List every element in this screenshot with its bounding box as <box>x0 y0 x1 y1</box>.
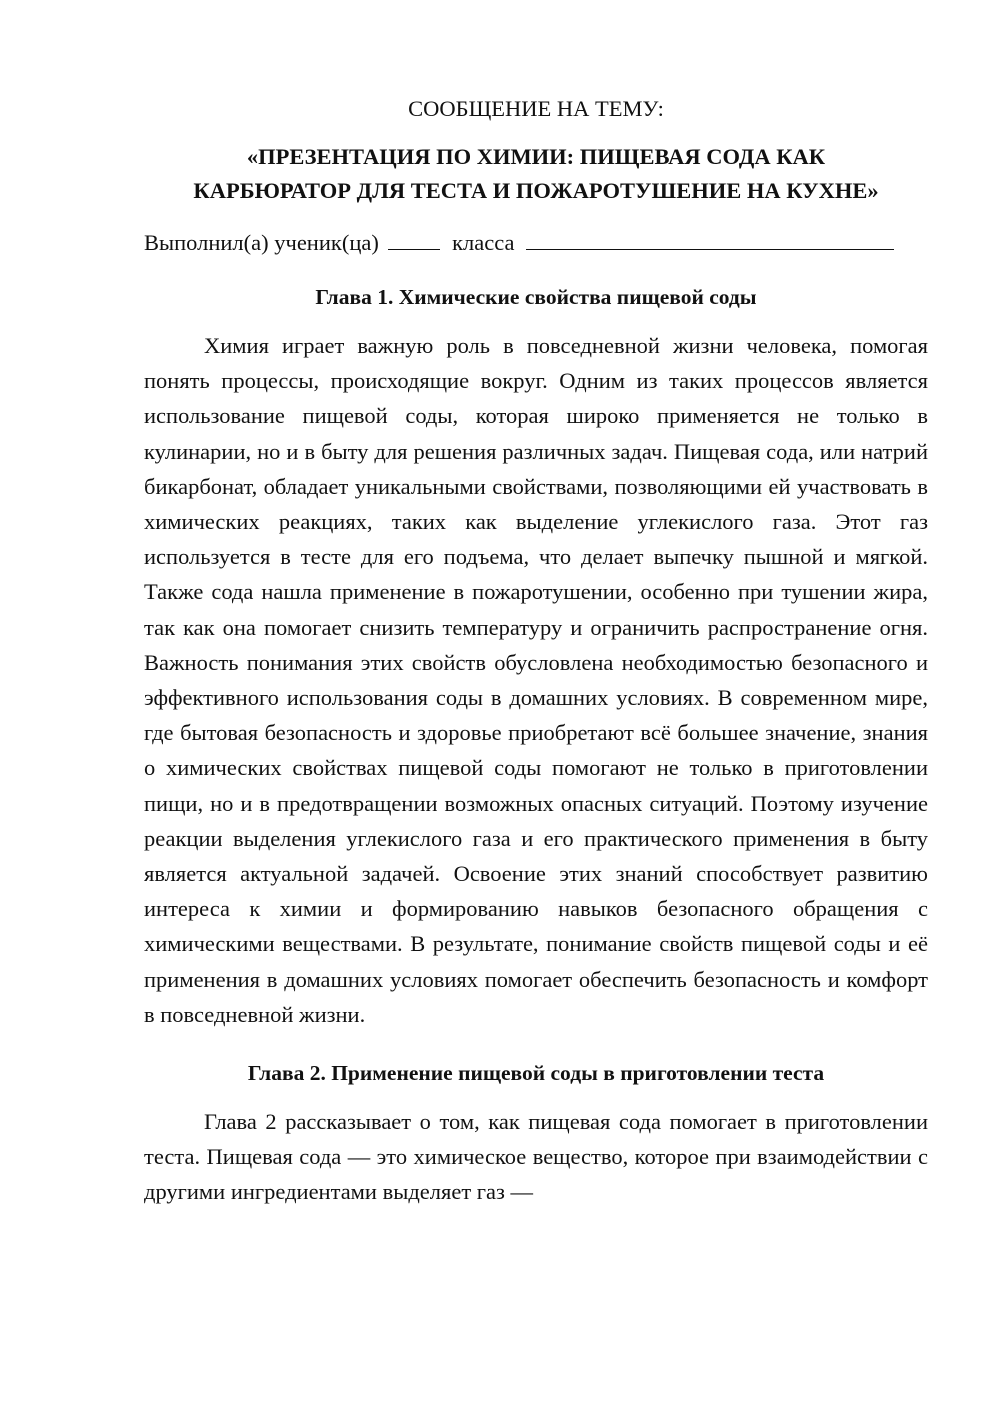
document-header: СООБЩЕНИЕ НА ТЕМУ: <box>408 96 664 121</box>
document-title-line-2: КАРБЮРАТОР ДЛЯ ТЕСТА И ПОЖАРОТУШЕНИЕ НА КУХНЕ» <box>193 178 879 203</box>
document-title <box>144 140 928 208</box>
document-title-line-1: «ПРЕЗЕНТАЦИЯ ПО ХИМИИ: ПИЩЕВАЯ СОДА КАК <box>246 144 826 169</box>
student-name-blank <box>526 227 894 250</box>
class-label: класса <box>452 230 515 255</box>
chapter-1-heading: Глава 1. Химические свойства пищевой соды <box>315 285 757 309</box>
chapter-1-paragraph: Химия играет важную роль в повседневной жизни человека, помогая понять процессы, происходящие вокруг. Одним из таких процессов является использование пищевой соды, которая широко применяется не только в кулинарии, но и в быту для решения различных задач. Пищевая сода, или натрий бикарбонат, обладает уникальными свойствами, позволяющими ей участвовать в химических реакциях, таких как выделение углекислого газа. Этот газ используется в тесте для его подъема, что делает выпечку пышной и мягкой. Также сода нашла применение в пожаротушении, особенно при тушении жира, так как она помогает снизить температуру и ограничить распространение огня. Важность понимания этих свойств обусловлена необходимостью безопасного и эффективного использования соды в домашних условиях. В современном мире, где бытовая безопасность и здоровье приобретают всё большее значение, знания о химических свойствах пищевой соды помогают не только в приготовлении пищи, но и в предотвращении возможных опасных ситуаций. Поэтому изучение реакции выделения углекислого газа и его практического применения в быту является актуальной задачей. Освоение этих знаний способствует развитию интереса к химии и формированию навыков безопасного обращения с химическими веществами. В результате, понимание свойств пищевой соды и её применения в домашних условиях помогает обеспечить безопасность и комфорт в повседневной жизни. <box>144 333 928 1027</box>
chapter-2-heading: Глава 2. Применение пищевой соды в приготовлении теста <box>247 1061 825 1086</box>
grade-blank <box>388 227 440 250</box>
chapter-2-text-area <box>144 1104 928 1214</box>
chapter-2-paragraph: Глава 2 рассказывает о том, как пищевая сода помогает в приготовлении теста. Пищевая сода — это химическое вещество, которое при взаимодействии с другими ингредиентами выделяет газ — <box>144 1109 928 1205</box>
author-signature-line <box>144 226 928 260</box>
author-label: Выполнил(а) ученик(ца) <box>144 230 379 255</box>
